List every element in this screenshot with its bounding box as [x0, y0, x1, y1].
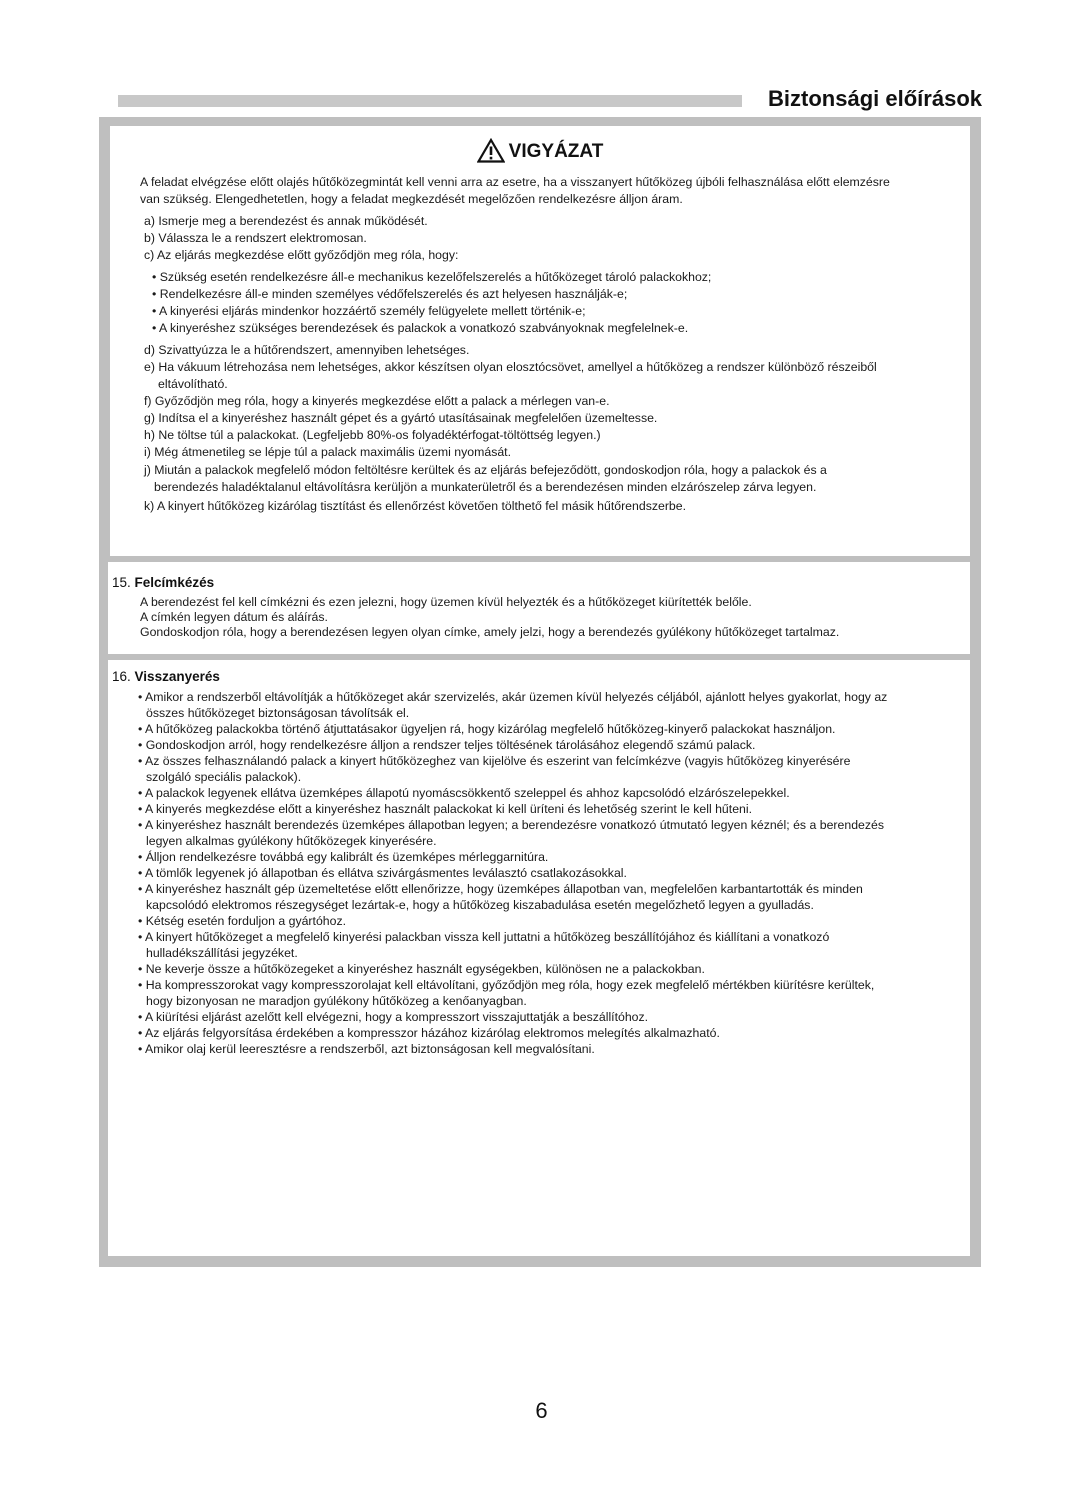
- section-16-line: • A hűtőközeg palackokba történő átjuttatásakor ügyeljen rá, hogy kizárólag megfelelő hűtőközeg-kinyerő palackokat használjon.: [138, 722, 836, 736]
- step-item: f) Győződjön meg róla, hogy a kinyerés megkezdése előtt a palack a mérlegen van-e.: [144, 394, 610, 408]
- content-frame: [99, 117, 981, 1267]
- section-16-line: • Gondoskodjon arról, hogy rendelkezésre álljon a rendszer teljes töltésének tárolásához elegendő számú palack.: [138, 738, 756, 752]
- section-15-line: A berendezést fel kell címkézni és ezen jelezni, hogy üzemen kívül helyezték és a hűtőközeget kiürítették belőle.: [140, 595, 752, 609]
- page-number: 6: [535, 1398, 548, 1423]
- section-16-heading: [112, 668, 220, 685]
- step-item: k) A kinyert hűtőközeg kizárólag tisztítást és ellenőrzést követően tölthető fel másik hűtőrendszerbe.: [144, 499, 687, 513]
- section-16-line: • A tömlők legyenek jó állapotban és ellátva szivárgásmentes leválasztó csatlakozásokkal.: [138, 866, 627, 880]
- section-15-line: Gondoskodjon róla, hogy a berendezésen legyen olyan címke, amely jelzi, hogy a berendezés gyúlékony hűtőközeget tartalmaz.: [140, 625, 840, 639]
- step-c-bullet: • Szükség esetén rendelkezésre áll-e mechanikus kezelőfelszerelés a hűtőközeget tároló palackokhoz;: [152, 270, 712, 284]
- section-16-line: • Az összes felhasználandó palack a kinyert hűtőközeghez van kijelölve és eszerint van felcímkézve (vagyis hűtőközeg kinyerésére: [138, 754, 851, 768]
- section-16-line: • Kétség esetén forduljon a gyártóhoz.: [138, 914, 347, 928]
- section-16-title: Visszanyerés: [134, 669, 220, 684]
- caution-panel: [110, 126, 970, 556]
- header-bar: [118, 95, 742, 107]
- step-item: h) Ne töltse túl a palackokat. (Legfeljebb 80%-os folyadéktérfogat-töltöttség legyen.): [144, 428, 601, 442]
- section-16-line: • A kinyeréshez használt gép üzemeltetése előtt ellenőrizze, hogy üzemképes állapotban van, megfelelően karbantartották és minden: [138, 882, 863, 896]
- step-c-bullet: • A kinyeréshez szükséges berendezések és palackok a vonatkozó szabványoknak megfelelnek-e.: [152, 321, 689, 335]
- step-item: a) Ismerje meg a berendezést és annak működését.: [144, 214, 428, 228]
- step-item: j) Miután a palackok megfelelő módon feltöltésre kerültek és az eljárás befejeződött, gondoskodjon róla, hogy a palackok és a: [144, 463, 827, 477]
- warning-triangle-icon: [477, 138, 505, 163]
- section-16-line: • Amikor olaj kerül leeresztésre a rendszerből, azt biztonságosan kell megvalósítani.: [138, 1042, 595, 1056]
- step-item: g) Indítsa el a kinyeréshez használt gépet és a gyártó utasításainak megfelelően üzemeltesse.: [144, 411, 658, 425]
- section-16-line: • Ne keverje össze a hűtőközegeket a kinyeréshez használt egységekben, különösen ne a palackokban.: [138, 962, 705, 976]
- section-16-line: • Álljon rendelkezésre továbbá egy kalibrált és üzemképes mérleggarnitúra.: [138, 850, 549, 864]
- section-16-line: • A kiürítési eljárást azelőtt kell elvégezni, hogy a kompresszort visszajuttatják a beszállítóhoz.: [138, 1010, 649, 1024]
- section-15-heading: [112, 574, 214, 591]
- caution-title: VIGYÁZAT: [508, 141, 604, 162]
- section-15-panel: [108, 562, 970, 654]
- step-c-bullet: • Rendelkezésre áll-e minden személyes védőfelszerelés és azt helyesen használják-e;: [152, 287, 628, 301]
- section-16-line: • A kinyerés megkezdése előtt a kinyeréshez használt palackokat ki kell üríteni és lehetőség szerint le kell hűteni.: [138, 802, 753, 816]
- step-item-continued: berendezés haladéktalanul eltávolításra kerüljön a munkaterületről és a berendezésen minden elzárószelep zárva legyen.: [154, 480, 817, 494]
- section-15-number: 15.: [112, 575, 131, 590]
- section-16-line: • A palackok legyenek ellátva üzemképes állapotú nyomáscsökkentő szeleppel és ahhoz kapcsolódó elzárószelepekkel.: [138, 786, 790, 800]
- step-item-continued: eltávolítható.: [158, 377, 228, 391]
- section-16-line: • A kinyert hűtőközeget a megfelelő kinyerési palackban vissza kell juttatni a hűtőközeg beszállítójához és kiállítani a vonatkozó: [138, 930, 830, 944]
- section-16-line: legyen alkalmas gyúlékony hűtőközegek kinyerésére.: [146, 834, 437, 848]
- section-16-line: kapcsolódó elektromos részegységet lezártak-e, hogy a hűtőközeg kiszabadulása esetén megelőzhető legyen a gyulladás.: [146, 898, 814, 912]
- section-16-number: 16.: [112, 669, 131, 684]
- step-item: i) Még átmenetileg se lépje túl a palack maximális üzemi nyomását.: [144, 445, 512, 459]
- section-16-line: • Amikor a rendszerből eltávolítják a hűtőközeget akár szervizelés, akár üzemen kívül helyezés céljából, ajánlott helyes gyakorlat, hogy az: [138, 690, 888, 704]
- section-15-title: Felcímkézés: [134, 575, 215, 590]
- section-16-line: hogy bizonyosan ne maradjon gyúlékony hűtőközeg a kenőanyagban.: [146, 994, 527, 1008]
- section-16-line: szolgáló speciális palackok).: [146, 770, 302, 784]
- step-c-bullet: • A kinyerési eljárás mindenkor hozzáértő személy felügyelete mellett történik-e;: [152, 304, 586, 318]
- section-16-line: • A kinyeréshez használt berendezés üzemképes állapotban legyen; a berendezésre vonatkozó útmutató legyen kéznél; és a berendezés: [138, 818, 885, 832]
- page-title: Biztonsági előírások: [768, 86, 982, 111]
- section-16-line: hulladékszállítási jegyzéket.: [146, 946, 298, 960]
- section-16-line: összes hűtőközeget biztonságosan távolítsák el.: [146, 706, 410, 720]
- caution-heading: [110, 138, 970, 163]
- section-16-panel: [108, 660, 970, 1256]
- step-item: c) Az eljárás megkezdése előtt győződjön meg róla, hogy:: [144, 248, 459, 262]
- section-16-line: • Az eljárás felgyorsítása érdekében a kompresszor házához kizárólag elektromos melegítés alkalmazható.: [138, 1026, 720, 1040]
- step-item: b) Válassza le a rendszert elektromosan.: [144, 231, 367, 245]
- section-16-line: • Ha kompresszorokat vagy kompresszorolajat kell eltávolítani, győződjön meg róla, hogy ezek megfelelő mértékben kiürítésre kerültek,: [138, 978, 875, 992]
- caution-intro-line: A feladat elvégzése előtt olajés hűtőközegmintát kell venni arra az esetre, ha a visszanyert hűtőközeg újbóli felhasználása előtt elemzésre: [140, 175, 890, 189]
- step-item: e) Ha vákuum létrehozása nem lehetséges, akkor készítsen olyan elosztócsövet, amellyel a hűtőközeg a rendszer különböző részeiből: [144, 360, 877, 374]
- section-15-line: A címkén legyen dátum és aláírás.: [140, 610, 328, 624]
- step-item: d) Szivattyúzza le a hűtőrendszert, amennyiben lehetséges.: [144, 343, 470, 357]
- caution-intro-line: van szükség. Elengedhetetlen, hogy a feladat megkezdését megelőzően rendelkezésre álljon áram.: [140, 192, 683, 206]
